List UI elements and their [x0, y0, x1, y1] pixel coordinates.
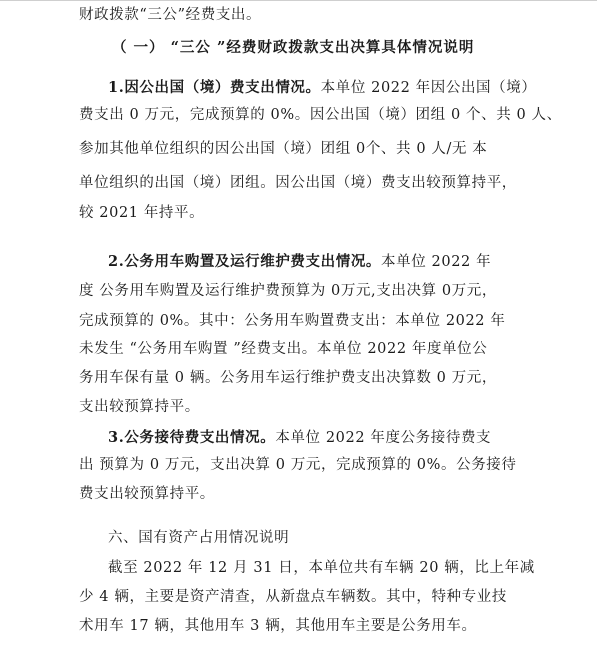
- paragraph-3-title: 3.公务接待费支出情况。: [108, 429, 276, 446]
- text-span: 本单位 2022 年度公务接待费支: [275, 430, 492, 446]
- text-line: 财政拨款“三公”经费支出。: [79, 7, 262, 23]
- text-line: 支出较预算持平。: [79, 399, 200, 415]
- paragraph-1-start: [108, 78, 536, 98]
- text-line: 完成预算的 0%。其中：公务用车购置费支出：本单位 2022 年: [79, 313, 506, 329]
- section-heading: （ 一） “三公 ”经费财政拨款支出决算具体情况说明: [112, 39, 475, 56]
- text-line: 费支出 0 万元，完成预算的 0%。因公出国（境）团组 0 个、共 0 人、: [79, 107, 562, 123]
- text-line: 未发生 “公务用车购置 ”经费支出。本单位 2022 年度单位公: [79, 341, 488, 357]
- paragraph-2-title: 2.公务用车购置及运行维护费支出情况。: [108, 253, 382, 270]
- text-line: 费支出较预算持平。: [79, 486, 215, 502]
- text-line: 参加其他单位组织的因公出国（境）团组 0个、共 0 人/无 本: [79, 141, 488, 157]
- paragraph-2-start: [108, 252, 491, 272]
- text-line: 度 公务用车购置及运行维护费预算为 0万元,支出决算 0万元，: [79, 283, 497, 299]
- text-span: 本单位 2022 年因公出国（境）: [320, 80, 537, 96]
- text-line: 出 预算为 0 万元，支出决算 0 万元，完成预算的 0%。公务接待: [79, 457, 517, 473]
- paragraph-1-title: 1.因公出国（境）费支出情况。: [108, 79, 321, 96]
- text-line: 截至 2022 年 12 月 31 日，本单位共有车辆 20 辆，比上年减: [108, 560, 535, 576]
- text-line: 少 4 辆，主要是资产清查，从新盘点车辆数。其中，特种专业技: [79, 589, 507, 605]
- top-divider: [0, 0, 597, 1]
- text-line: 术用车 17 辆，其他用车 3 辆，其他用车主要是公务用车。: [79, 618, 477, 634]
- text-line: 务用车保有量 0 辆。公务用车运行维护费支出决算数 0 万元，: [79, 370, 497, 386]
- section-6-heading: 六、国有资产占用情况说明: [108, 530, 290, 546]
- text-line: 较 2021 年持平。: [79, 205, 205, 221]
- text-line: 单位组织的出国（境）团组。因公出国（境）费支出较预算持平，: [79, 175, 517, 191]
- text-span: 本单位 2022 年: [381, 254, 492, 270]
- paragraph-3-start: [108, 428, 491, 448]
